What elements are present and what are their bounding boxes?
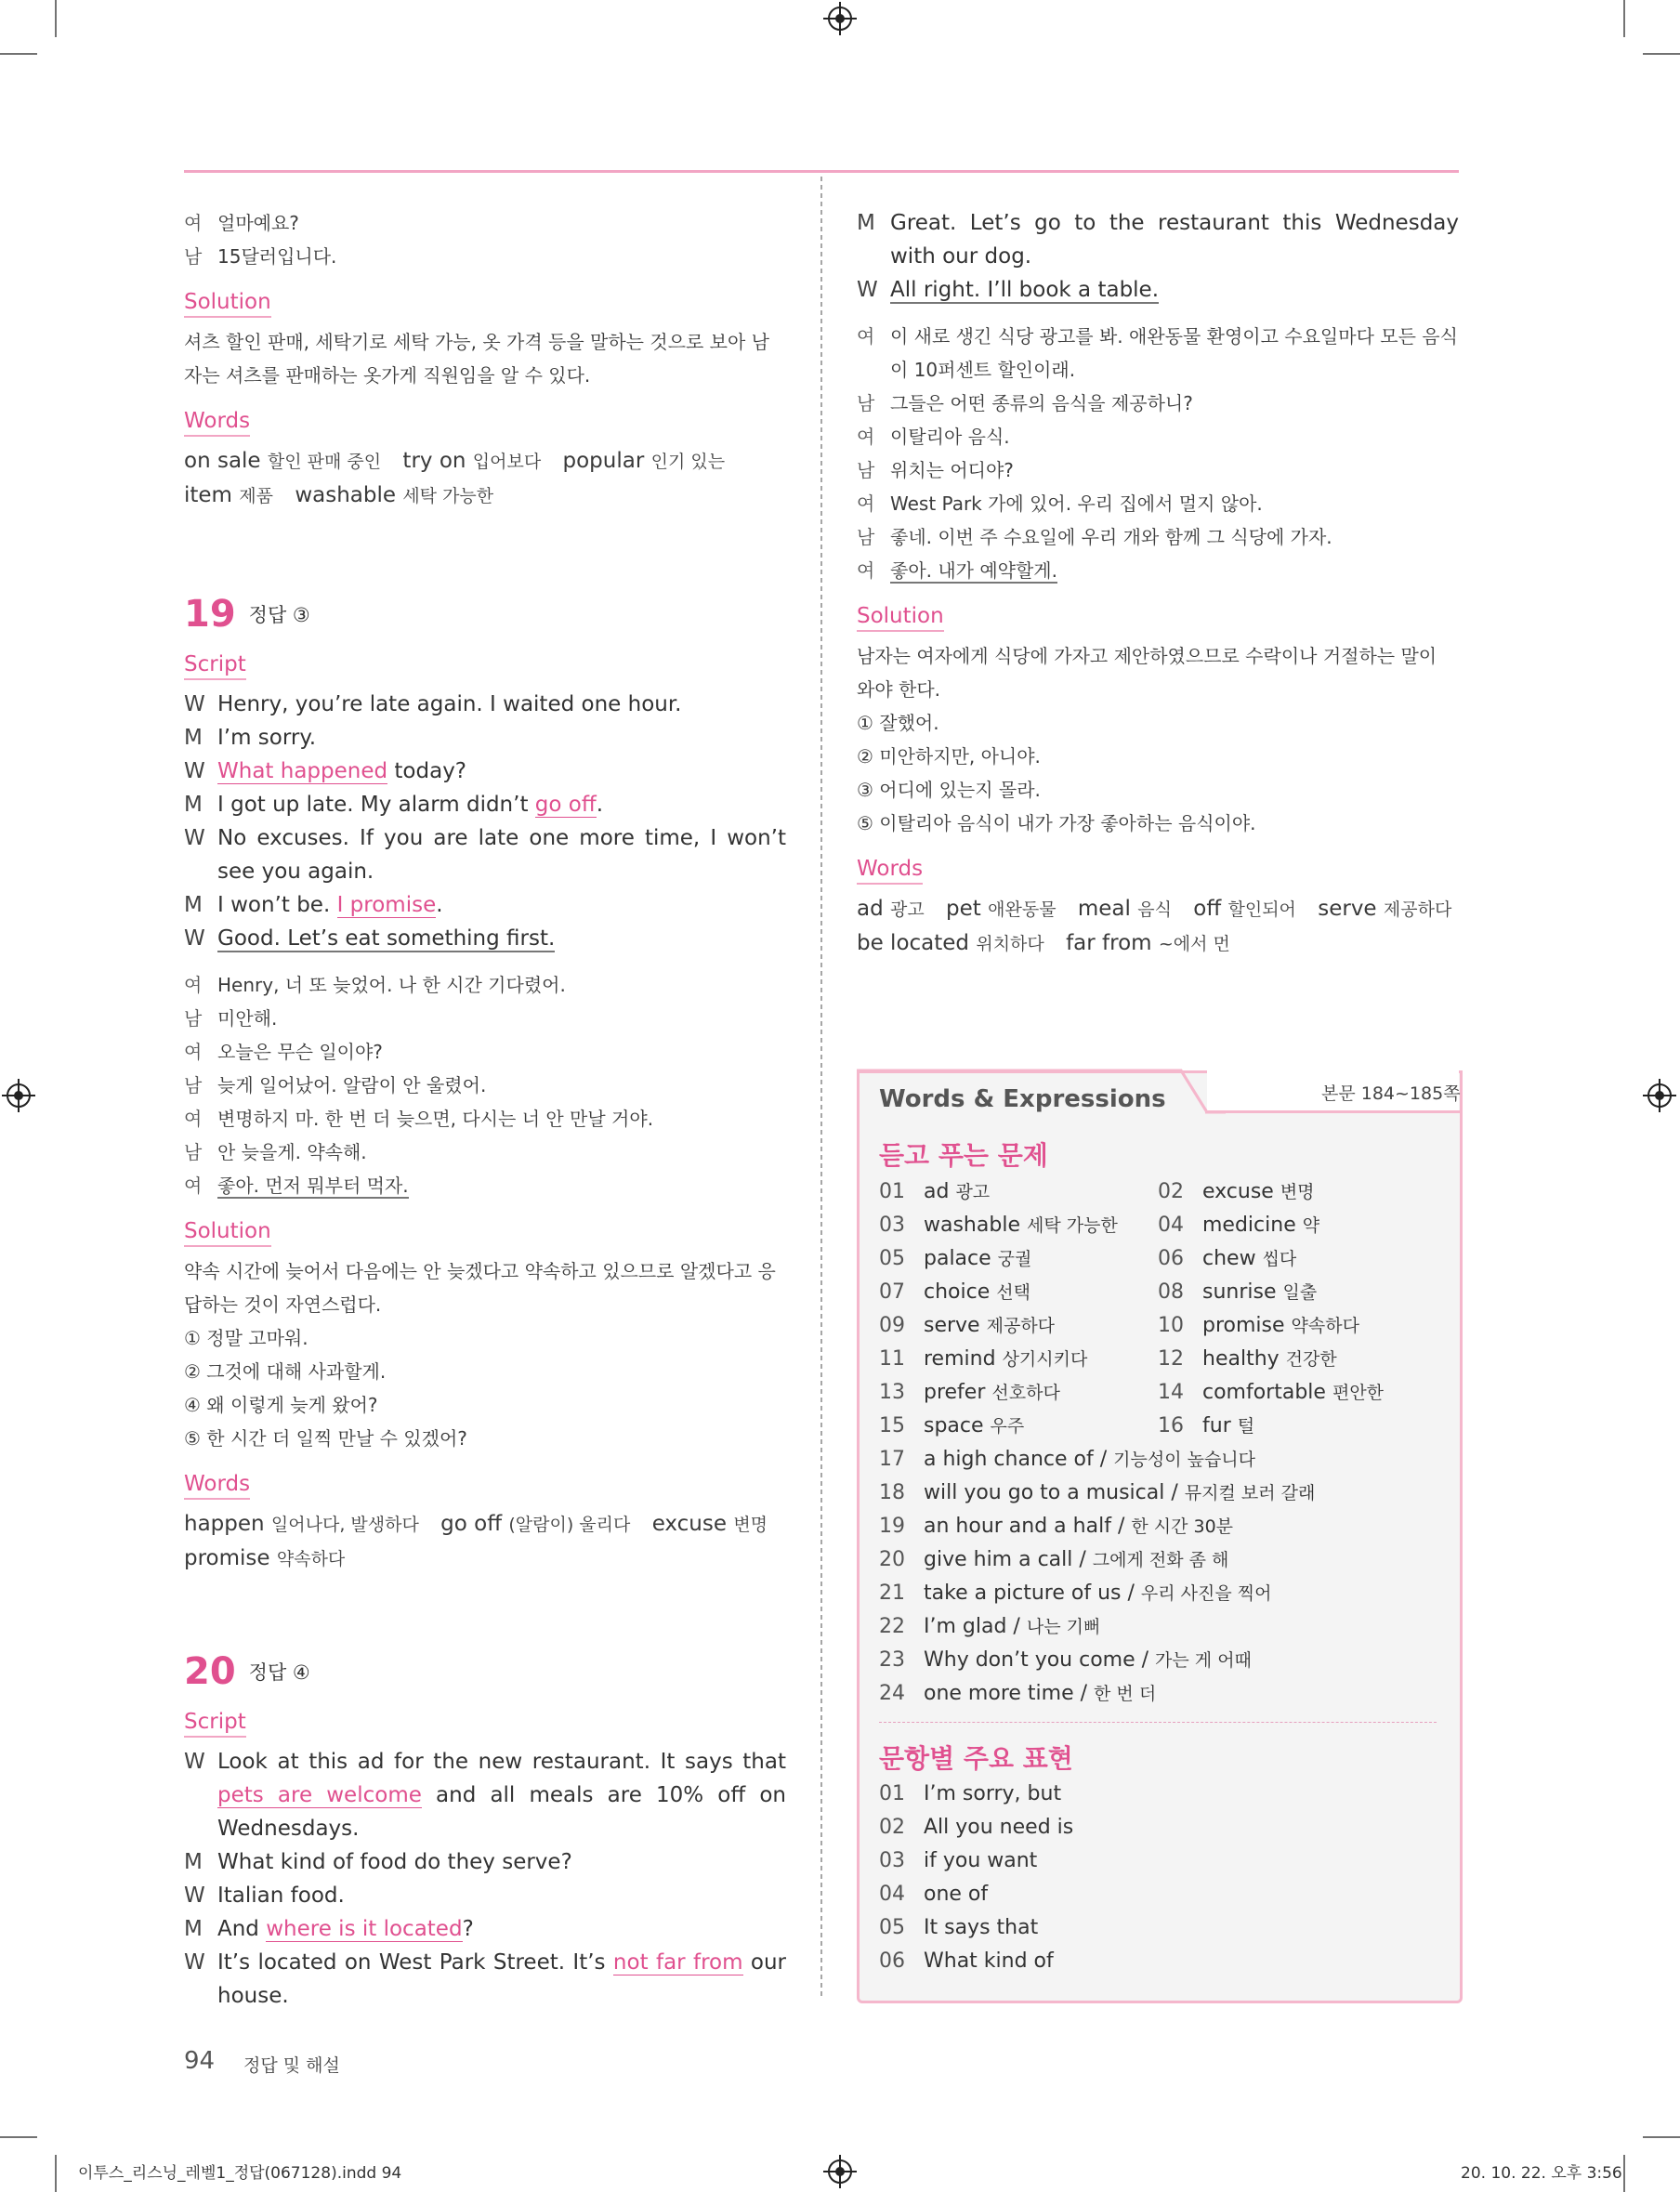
- solution-text: 약속 시간에 늦어서 다음에는 안 늦겠다고 약속하고 있으므로 알겠다고 응답하는 것이 자연스럽다.: [184, 1260, 776, 1316]
- solution-option: ⑤ 한 시간 더 일찍 만날 수 있겠어?: [184, 1427, 467, 1450]
- box-heading-expressions: 문항별 주요 표현: [879, 1743, 1073, 1774]
- footer-file: 이투스_리스닝_레벨1_정답(067128).indd 94: [78, 2164, 402, 2183]
- section-heading-words: Words: [184, 407, 250, 437]
- section-heading-script: Script: [184, 1708, 246, 1738]
- solution-option: ② 미안하지만, 아니야.: [857, 745, 1041, 768]
- translation-20: 여 이 새로 생긴 식당 광고를 봐. 애완동물 환영이고 수요일마다 모든 음식이 10퍼센트 할인이래. 남 그들은 어떤 종류의 음식을 제공하니? 여 이탈리아 음식. 남 위치는 어디야? 여 West Park 가에 있어. 우리 집에서 멀지 않아. 남 좋네. 이번 주 수요일에 우리 개와 함께 그 식당에 가자. 여 좋아. 내가 예약할게.: [857, 325, 1458, 582]
- script-20-continued: M Great. Let’s go to the restaurant this Wednesday with our dog. W All right. I’ll book a table.: [857, 211, 1459, 302]
- question-20-header: 20 정답 ④: [184, 1650, 310, 1693]
- solution-option: ④ 왜 이렇게 늦게 왔어?: [184, 1394, 378, 1416]
- words-row: be located 위치하다 far from ~에서 먼: [857, 931, 1230, 955]
- box-divider: [879, 1722, 1437, 1723]
- question-19-header: 19 정답 ③: [184, 593, 310, 636]
- section-heading-solution: Solution: [184, 288, 271, 318]
- section-heading-script: Script: [184, 650, 246, 680]
- section-heading-words: Words: [184, 1470, 250, 1500]
- page-label: 정답 및 해설: [243, 2055, 340, 2076]
- solution-text: 셔츠 할인 판매, 세탁기로 세탁 가능, 옷 가격 등을 말하는 것으로 보아 남자는 셔츠를 판매하는 옷가게 직원임을 알 수 있다.: [184, 331, 769, 387]
- solution-text: 남자는 여자에게 식당에 가자고 제안하였으므로 수락이나 거절하는 말이 와야 한다.: [857, 645, 1437, 701]
- words-row: ad 광고 pet 애완동물 meal 음식 off 할인되어 serve 제공하다: [857, 897, 1452, 921]
- right-column: [857, 206, 1459, 961]
- page-number: 94: [184, 2047, 216, 2075]
- script-20: W Look at this ad for the new restaurant. It says that pets are welcome and all meals are 10% off on Wednesdays. M What kind of food do they serve? W Italian food. M And where is it located? W It’s located on West Park Street. It’s not far from our house.: [184, 1750, 787, 2008]
- words-row: item 제품 washable 세탁 가능한: [184, 483, 494, 507]
- solution-option: ① 잘했어.: [857, 712, 939, 734]
- section-heading-solution: Solution: [184, 1217, 271, 1247]
- left-column: [184, 206, 786, 2013]
- solution-option: ③ 어디에 있는지 몰라.: [857, 779, 1041, 801]
- vocab-grid: 01 ad 광고 03 washable 세탁 가능한 05 palace 궁궐 07 choice 선택 09 serve 제공하다 11 remind 상기시키다 13 prefer 선호하다 15 space 우주 02 excuse 변명 04 medicine 약 06 chew 씹다 08 sunrise 일출 10 promise 약속하다 12 healthy 건강한 14 comfortable 편안한 16 fur 털 17 a high chance of / 기능성이 높습니다 18 will you go to a musical / 뮤지컬 보러 갈래 19 an hour and a half / 한 시간 30분 20 give him a call / 그에게 전화 좀 해 21 take a picture of us / 우리 사진을 찍어 22 I’m glad / 나는 기뻐 23 Why don’t you come / 가는 게 어때 24 one more time / 한 번 더: [879, 1180, 1385, 1705]
- translation-19: 여 Henry, 너 또 늦었어. 나 한 시간 기다렸어. 남 미안해. 여 오늘은 무슨 일이야? 남 늦게 일어났어. 알람이 안 울렸어. 여 변명하지 마. 한 번 더 늦으면, 다시는 너 안 만날 거야. 남 안 늦을게. 약속해. 여 좋아. 먼저 뭐부터 먹자.: [184, 974, 654, 1197]
- words-row: happen 일어나다, 발생하다 go off (알람이) 울리다 excuse 변명: [184, 1512, 768, 1536]
- box-heading-listening: 듣고 푸는 문제: [879, 1140, 1048, 1171]
- section-heading-words: Words: [857, 855, 923, 885]
- box-top-border-right: [1206, 1110, 1460, 1113]
- words-row: on sale 할인 판매 중인 try on 입어보다 popular 인기 있는: [184, 449, 726, 473]
- solution-option: ① 정말 고마워.: [184, 1327, 308, 1349]
- page-reference: 본문 184~185쪽: [1321, 1083, 1461, 1104]
- expressions-list: 01 I’m sorry, but 02 All you need is 03 if you want 04 one of 05 It says that 06 What kind of: [879, 1782, 1074, 1973]
- box-tab-title: Words & Expressions: [879, 1085, 1166, 1113]
- footer-time: 20. 10. 22. 오후 3:56: [1461, 2164, 1622, 2183]
- words-row: promise 약속하다: [184, 1546, 346, 1570]
- script-19: W Henry, you’re late again. I waited one hour. M I’m sorry. W What happened today? M I got up late. My alarm didn’t go off. W No excuses. If you are late one more time, I won’t see you again. M I won’t be. I promise. W Good. Let’s eat something first.: [184, 692, 786, 951]
- section-heading-solution: Solution: [857, 602, 944, 632]
- solution-option: ② 그것에 대해 사과할게.: [184, 1360, 387, 1383]
- translation-line: 남 15달러입니다.: [184, 245, 337, 268]
- solution-option: ⑤ 이탈리아 음식이 내가 가장 좋아하는 음식이야.: [857, 812, 1256, 834]
- translation-line: 여 얼마예요?: [184, 212, 299, 234]
